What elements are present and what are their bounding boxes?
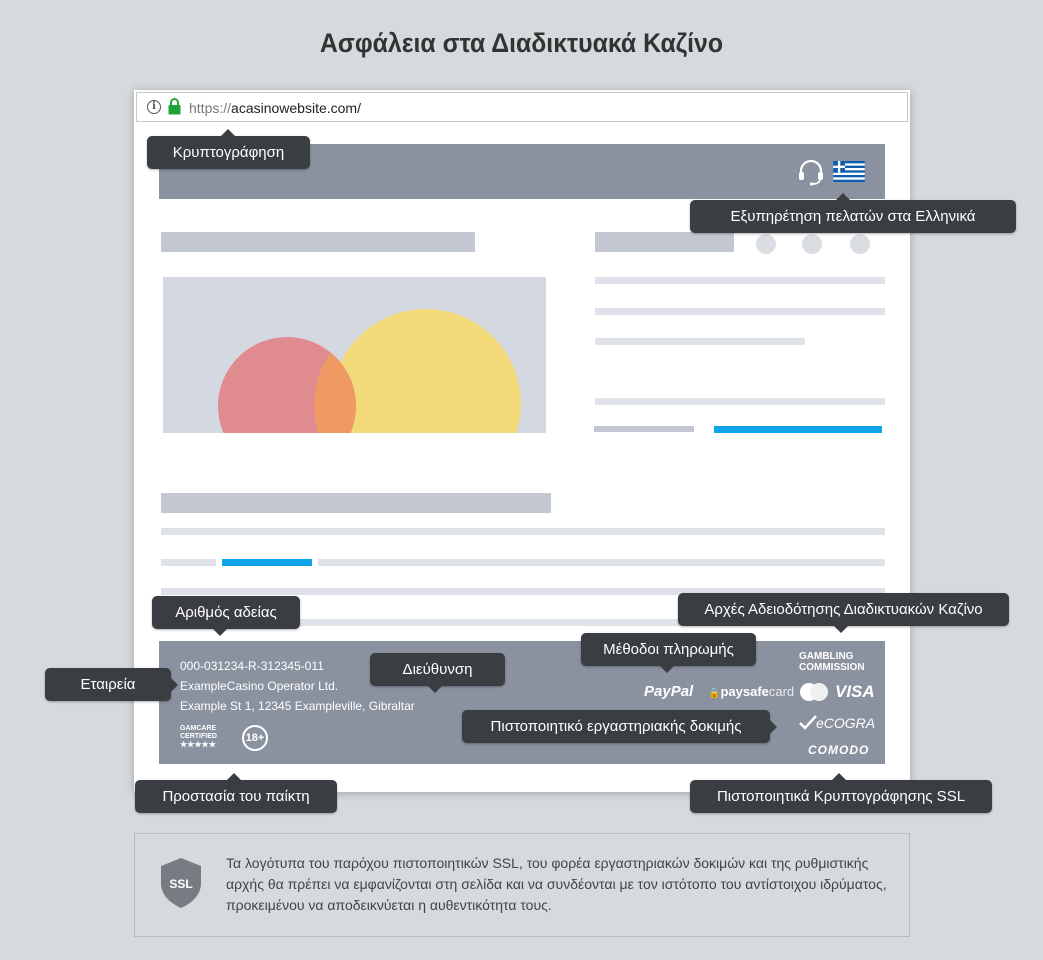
callout-lab-certificate: Πιστοποιητικό εργαστηριακής δοκιμής [462, 710, 770, 743]
company-address: Example St 1, 12345 Exampleville, Gibraltar [180, 699, 415, 713]
url-text[interactable]: https://acasinowebsite.com/ [189, 100, 361, 116]
ssl-shield-icon [159, 857, 203, 909]
placeholder-line [161, 559, 216, 566]
slider-dot[interactable] [802, 234, 822, 254]
hero-circles [163, 277, 546, 433]
callout-ssl-certificates: Πιστοποιητικά Κρυπτογράφησης SSL [690, 780, 992, 813]
placeholder-link[interactable] [222, 559, 312, 566]
callout-authorities: Αρχές Αδειοδότησης Διαδικτυακών Καζίνο [678, 593, 1009, 626]
lock-icon [168, 98, 181, 115]
slider-dot[interactable] [850, 234, 870, 254]
headset-icon[interactable] [797, 158, 825, 186]
site-footer [159, 641, 885, 764]
placeholder-line [595, 338, 805, 345]
company-name: ExampleCasino Operator Ltd. [180, 679, 339, 693]
license-number: 000-031234-R-312345-011 [180, 659, 324, 673]
callout-encryption: Κρυπτογράφηση [147, 136, 310, 169]
ecogra-logo[interactable]: eCOGRA [816, 715, 876, 731]
callout-address: Διεύθυνση [370, 653, 505, 686]
hero-image [163, 277, 546, 433]
placeholder-line [595, 398, 885, 405]
greek-flag-icon[interactable] [833, 161, 865, 182]
placeholder-line [161, 528, 885, 535]
browser-mockup [134, 90, 910, 792]
gambling-commission-logo[interactable]: GAMBLING COMMISSION [799, 651, 865, 673]
placeholder-line [595, 308, 885, 315]
callout-company: Εταιρεία [45, 668, 171, 701]
info-icon[interactable]: i [147, 100, 161, 114]
paysafecard-logo[interactable]: 🔒paysafecard [708, 684, 795, 699]
mastercard-icon[interactable] [798, 682, 830, 702]
placeholder-line [595, 277, 885, 284]
comodo-logo[interactable]: COMODO [808, 743, 870, 757]
placeholder-heading [161, 493, 551, 513]
callout-payments: Μέθοδοι πληρωμής [581, 633, 756, 666]
placeholder-heading [595, 232, 734, 252]
ssl-notice-text: Τα λογότυπα του παρόχου πιστοποιητικών SSL, του φορέα εργαστηριακών δοκιμών και της ρυθμιστικής αρχής θα πρέπει να εμφανίζονται στη σελίδα και να συνδέονται με τον ιστότοπο του αντίστοιχου ιδρύματος, προκειμένου να αποδεικνύεται η αυθεντικότητα τους. [226, 855, 887, 913]
ecogra-check-icon [798, 714, 818, 731]
ssl-notice [134, 833, 910, 937]
page-title: Ασφάλεια στα Διαδικτυακά Καζίνο [319, 28, 724, 58]
slider-dot[interactable] [756, 234, 776, 254]
callout-support: Εξυπηρέτηση πελατών στα Ελληνικά [690, 200, 1016, 233]
paypal-logo[interactable]: PayPal [644, 683, 694, 700]
age-18-badge[interactable]: 18+ [242, 725, 268, 751]
svg-text:SSL: SSL [169, 877, 193, 891]
placeholder-line [594, 426, 694, 432]
placeholder-line [318, 559, 885, 566]
address-bar[interactable] [136, 92, 908, 122]
placeholder-link[interactable] [714, 426, 882, 433]
callout-player-protection: Προστασία του παίκτη [135, 780, 337, 813]
callout-license: Αριθμός αδείας [152, 596, 300, 629]
placeholder-heading [161, 232, 475, 252]
visa-logo[interactable]: VISA [835, 682, 875, 701]
gamcare-logo[interactable]: GAMCARE CERTIFIED ★★★★★ [180, 725, 217, 749]
